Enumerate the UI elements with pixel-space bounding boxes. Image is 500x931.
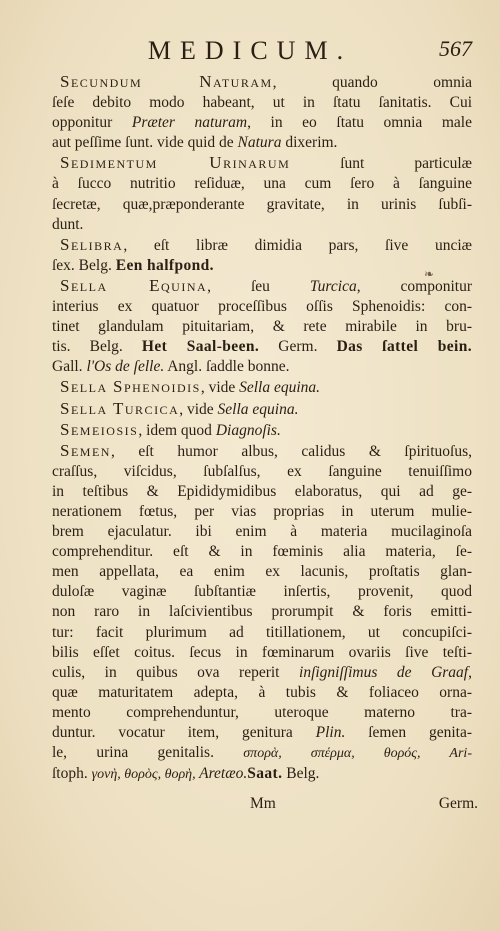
entry-text: comprehenditur. eſt & in fœminis alia materia, ſe- — [52, 543, 472, 561]
entry-line — [52, 502, 472, 522]
entry-line — [52, 195, 472, 215]
page-number: 567 — [439, 36, 472, 61]
entry-lemma: SELLA SPHENOIDIS — [60, 377, 201, 397]
entry-line — [52, 743, 472, 764]
entry-lemma: SEMEIOSIS — [60, 419, 139, 439]
entry-line — [52, 113, 472, 133]
entry-text: , vide — [200, 379, 240, 397]
entry-line — [52, 256, 472, 276]
entry-text: brem ejaculatur. ibi enim à materia mucilaginoſa — [52, 523, 472, 541]
italic-text: inſigniſſimus de Graaf — [299, 663, 469, 681]
entry-headline — [52, 153, 472, 174]
blackletter-text: Das ſattel bein. — [336, 338, 472, 356]
dictionary-entry — [52, 399, 472, 420]
entry-headline — [52, 276, 472, 297]
greek-text: σπορὰ, σπέρμα, θορός, Ari- — [243, 746, 472, 762]
entry-text: culis, in quibus ova reperit — [52, 663, 300, 681]
entry-text: , eſt humor albus, calidus & ſpirituoſus, — [110, 442, 472, 460]
entry-text: à ſucco nutritio reſiduæ, una cum ſero à ſanguine — [52, 175, 472, 193]
entry-headline — [52, 441, 472, 462]
greek-text: γονὴ, θορὸς, θορὴ, — [91, 767, 200, 783]
entry-text: tinet glandulam pituitariam, & rete mirabile in bru- — [52, 318, 472, 336]
entry-text: in teſtibus & Epididymidibus elaboratus, qui ad ge- — [52, 482, 472, 500]
dictionary-entry — [52, 235, 472, 276]
entry-lemma: SELIBRA — [60, 234, 124, 254]
entry-text: , quando omnia — [272, 74, 472, 91]
entry-line — [52, 683, 472, 703]
entry-text: ſex. Belg. — [52, 256, 116, 274]
entry-text: craſſus, viſcidus, ſubſalſus, ex ſanguine tenuiſſimo — [52, 462, 472, 480]
entry-text: , ſeu — [207, 277, 310, 295]
italic-text: Diagnoſis. — [215, 421, 281, 439]
entry-line — [52, 663, 472, 683]
dictionary-text — [52, 72, 472, 785]
entry-line — [52, 623, 472, 643]
entry-line — [52, 357, 472, 377]
entry-line — [52, 542, 472, 562]
entry-text: interius ex quatuor proceſſibus oſſis Sphenoidis: con- — [52, 298, 472, 316]
blackletter-text: Het Saal-been. — [141, 338, 260, 356]
page-header — [0, 34, 500, 74]
entry-text: , in eo ſtatu omnia male — [247, 114, 472, 132]
signature-mark: Mm — [250, 795, 276, 812]
entry-text: quæ maturitatem adepta, à tubis & foliaceo orna- — [52, 683, 472, 701]
dictionary-entry — [52, 420, 472, 441]
entry-text: dixerim. — [281, 134, 338, 152]
entry-line — [52, 317, 472, 337]
entry-text: Gall. — [52, 358, 87, 376]
running-title: MEDICUM. — [147, 36, 353, 65]
dictionary-entry — [52, 72, 472, 153]
entry-line — [52, 482, 472, 502]
catchword: Germ. — [438, 795, 478, 812]
italic-text: Sella equina. — [217, 400, 299, 418]
entry-line — [52, 643, 472, 663]
dictionary-entry — [52, 377, 472, 398]
entry-text: tur: facit plurimum ad titillationem, ut concupiſci- — [52, 623, 472, 641]
entry-line — [52, 174, 472, 194]
italic-text: Aretæo. — [199, 765, 248, 783]
dictionary-entry — [52, 153, 472, 234]
entry-text: , vide — [179, 400, 218, 418]
entry-text: bilis eſſet coitus. ſecus in fœminarum ovariis ſive teſti- — [52, 643, 472, 661]
entry-line — [52, 462, 472, 482]
entry-text: Belg. — [282, 765, 320, 783]
entry-line — [52, 215, 472, 235]
entry-line — [52, 602, 472, 622]
entry-line — [52, 297, 472, 317]
entry-lemma: SEDIMENTUM URINARUM — [60, 153, 291, 173]
marginal-mark: ❧ — [423, 267, 434, 281]
italic-text: l'Os de ſelle. — [86, 358, 165, 376]
italic-text: Plin. — [315, 724, 346, 741]
entry-text: , componitur — [356, 277, 472, 295]
entry-text: opponitur — [52, 114, 132, 132]
entry-text: nerationem fœtus, per vias proprias in uterum mulie- — [52, 502, 472, 520]
dictionary-entry — [52, 441, 472, 786]
entry-line — [52, 703, 472, 723]
entry-text: ſecretæ, quæ,præponderante gravitate, in urinis ſubſi- — [52, 195, 472, 213]
entry-text: tis. Belg. — [52, 338, 142, 356]
dictionary-entry — [52, 276, 472, 377]
entry-text: , — [468, 663, 472, 681]
entry-text: ſeſe debito modo habeant, ut in ſtatu ſanitatis. Cui — [52, 94, 472, 112]
entry-lemma: SECUNDUM NATURAM — [60, 72, 273, 91]
entry-text: , idem quod — [138, 421, 216, 439]
entry-lemma: SELLA TURCICA — [60, 398, 180, 418]
entry-line — [52, 582, 472, 602]
entry-text: men appellata, ea enim ex lacunis, proſtatis glan- — [52, 563, 472, 581]
entry-text: aut peſſime ſunt. vide quid de — [52, 134, 238, 152]
entry-text: duloſæ vaginæ ſubſtantiæ inſertis, provenit, quod — [52, 583, 472, 601]
entry-text: mento comprehenduntur, uteroque materno tra- — [52, 703, 472, 721]
entry-headline — [52, 377, 472, 398]
italic-text: Sella equina. — [239, 379, 321, 397]
entry-line — [52, 562, 472, 582]
italic-text: Præter naturam — [131, 114, 248, 132]
entry-text: duntur. vocatur item, genitura — [52, 724, 316, 741]
entry-line — [52, 337, 472, 357]
entry-text: ſemen genita- — [345, 724, 472, 741]
entry-lemma: SELLA EQUINA — [60, 275, 208, 295]
entry-text: ſunt particulæ — [290, 155, 472, 173]
entry-text: , eſt libræ dimidia pars, ſive unciæ — [123, 236, 472, 254]
entry-headline — [52, 235, 472, 256]
entry-line — [52, 93, 472, 113]
italic-text: Natura — [237, 134, 282, 152]
entry-line — [52, 133, 472, 153]
entry-line — [52, 522, 472, 542]
entry-line — [52, 723, 472, 743]
entry-lemma: SEMEN — [60, 440, 111, 460]
entry-headline — [52, 399, 472, 420]
blackletter-text: Een halfpond. — [115, 256, 214, 274]
entry-headline — [52, 420, 472, 441]
entry-text: non raro in laſcivientibus prorumpit & foris emitti- — [52, 603, 472, 621]
entry-text: le, urina genitalis. — [52, 744, 244, 762]
entry-text: dunt. — [52, 215, 84, 233]
blackletter-text: Saat. — [247, 765, 283, 783]
entry-line — [52, 764, 472, 785]
entry-text: Germ. — [259, 338, 337, 356]
italic-text: Turcica — [309, 277, 357, 295]
entry-text: ſtoph. — [52, 765, 92, 783]
entry-headline — [52, 72, 472, 93]
entry-text: Angl. ſaddle bonne. — [164, 358, 290, 376]
